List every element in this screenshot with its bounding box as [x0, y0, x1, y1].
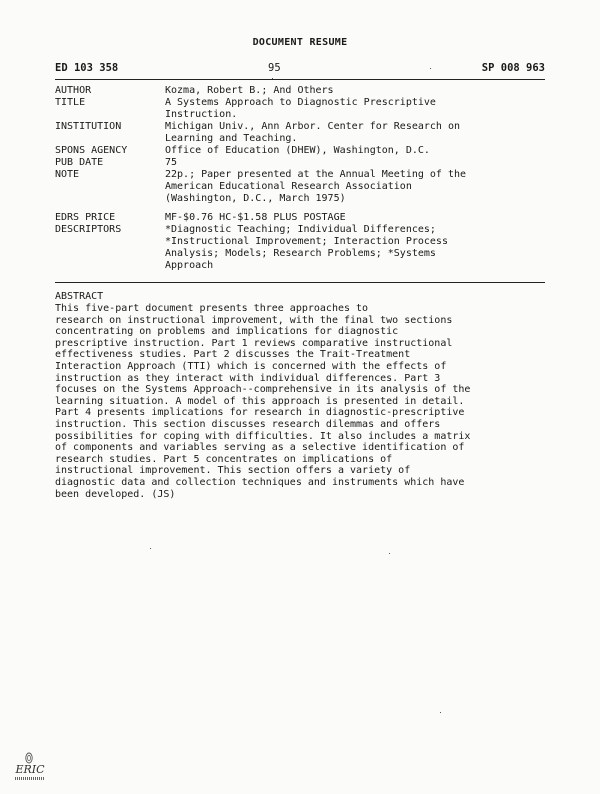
- abstract-text: This five-part document presents three approaches to research on instructional improvement, with the final two sections concentrating on problems and implications for diagnostic prescriptive instruction. Part 1 reviews comparative instructional effectiveness studies. Part 2 discusses the Trait-Treatment Interaction Approach (TTI) which is concerned with the effects of instruction as they interact with individual differences. Part 3 focuses on the Systems Approach--comprehensive in its analysis of the learning situation. A model of this approach is presented in detail. Part 4 presents implications for research in diagnostic-prescriptive instruction. This section discusses research dilemmas and offers possibilities for coping with difficulties. It also includes a matrix of components and variables serving as a selective identification of research studies. Part 5 concentrates on implications of instructional improvement. This section offers a variety of diagnostic data and collection techniques and instruments which have been developed. (JS): [55, 303, 471, 500]
- scan-speck: [440, 712, 441, 713]
- descriptors-value: *Diagnostic Teaching; Individual Differences; *Instructional Improvement; Interaction Process Analysis; Models; Research Problems; *Systems Approach: [165, 224, 448, 271]
- metadata-fields: [55, 85, 545, 272]
- price-value: MF-$0.76 HC-$1.58 PLUS POSTAGE: [165, 212, 346, 223]
- scan-speck: [150, 548, 151, 549]
- author-value: Kozma, Robert B.; And Others: [165, 85, 334, 96]
- abstract-divider: [55, 282, 545, 283]
- document-title: DOCUMENT RESUME: [252, 37, 348, 48]
- sponsor-value: Office of Education (DHEW), Washington, D.C.: [165, 145, 430, 156]
- sponsor-label: SPONS AGENCY: [55, 145, 128, 156]
- author-label: AUTHOR: [55, 85, 92, 96]
- institution-value: Michigan Univ., Ann Arbor. Center for Research on Learning and Teaching.: [165, 121, 461, 144]
- pub-date-value: 75: [165, 157, 178, 168]
- eric-logo-text: ERIC: [15, 763, 45, 776]
- sp-number: SP 008 963: [481, 62, 545, 74]
- institution-label: INSTITUTION: [55, 121, 122, 132]
- eric-logo-bar: [15, 777, 45, 780]
- ed-number: ED 103 358: [55, 62, 119, 74]
- page-code: 95: [268, 62, 281, 74]
- title-label: TITLE: [55, 97, 86, 108]
- note-value: 22p.; Paper presented at the Annual Meeting of the American Educational Research Association (Washington, D.C., March 1975): [165, 169, 467, 204]
- author-field: [55, 85, 545, 97]
- institution-field: [55, 121, 545, 145]
- descriptors-label: DESCRIPTORS: [55, 224, 122, 235]
- note-label: NOTE: [55, 169, 80, 180]
- note-field: [55, 169, 545, 205]
- price-field: [55, 212, 545, 224]
- pub-date-label: PUB DATE: [55, 157, 104, 168]
- title-value: A Systems Approach to Diagnostic Prescriptive Instruction.: [165, 97, 436, 120]
- scan-speck: [272, 78, 273, 79]
- title-field: [55, 97, 545, 121]
- price-label: EDRS PRICE: [55, 212, 116, 223]
- abstract-label: ABSTRACT: [55, 291, 104, 302]
- eric-logo: [15, 752, 45, 782]
- top-divider: [55, 79, 545, 80]
- pub-date-field: [55, 157, 545, 169]
- identifier-row: [55, 62, 545, 76]
- sponsor-field: [55, 145, 545, 157]
- scan-speck: [389, 553, 390, 554]
- scan-speck: [430, 68, 431, 69]
- descriptors-field: [55, 224, 545, 272]
